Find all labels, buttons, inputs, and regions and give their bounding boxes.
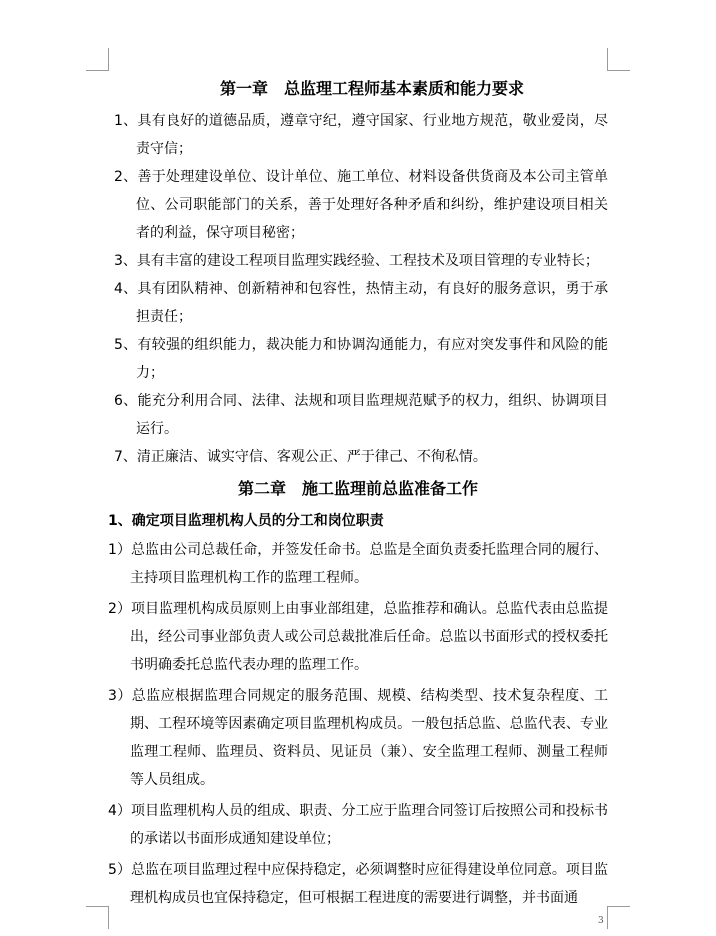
section-heading: 1、确定项目监理机构人员的分工和岗位职责 bbox=[108, 513, 384, 529]
page-number: 3 bbox=[598, 916, 604, 926]
chapter-1-label: 第一章 bbox=[219, 79, 268, 98]
chapter-2-item: 1）总监由公司总裁任命，并签发任命书。总监是全面负责委托监理合同的履行、主持项目监理机构工作的监理工程师。 bbox=[108, 542, 608, 586]
chapter-1-item: 6、能充分利用合同、法律、法规和项目监理规范赋予的权力，组织、协调项目运行。 bbox=[114, 393, 608, 437]
chapter-2-item: 4）项目监理机构人员的组成、职责、分工应于监理合同签订后按照公司和投标书的承诺以书面形成通知建设单位； bbox=[108, 803, 608, 847]
margin-mark-bottom-right bbox=[607, 906, 630, 929]
chapter-1-title bbox=[136, 72, 608, 106]
chapter-1-item: 7、清正廉洁、诚实守信、客观公正、严于律己、不徇私情。 bbox=[114, 449, 487, 465]
chapter-1-item: 1、具有良好的道德品质，遵章守纪，遵守国家、行业地方规范，敬业爱岗，尽责守信； bbox=[114, 113, 608, 157]
chapter-2-item: 2）项目监理机构成员原则上由事业部组建，总监推荐和确认。总监代表由总监提出，经公司事业部负责人或公司总裁批准后任命。总监以书面形式的授权委托书明确委托总监代表办理的监理工作。 bbox=[108, 601, 608, 673]
margin-mark-bottom-left bbox=[86, 906, 109, 929]
chapter-1-heading: 总监理工程师基本素质和能力要求 bbox=[284, 79, 525, 98]
chapter-1-item: 3、具有丰富的建设工程项目监理实践经验、工程技术及项目管理的专业特长； bbox=[114, 253, 599, 269]
chapter-1-item: 2、善于处理建设单位、设计单位、施工单位、材料设备供货商及本公司主管单位、公司职能部门的关系，善于处理好各种矛盾和纠纷，维护建设项目相关者的利益，保守项目秘密； bbox=[114, 169, 608, 241]
chapter-2-item: 3）总监应根据监理合同规定的服务范围、规模、结构类型、技术复杂程度、工期、工程环境等因素确定项目监理机构成员。一般包括总监、总监代表、专业监理工程师、监理员、资料员、见证员（兼）、安全监理工程师、测量工程师等人员组成。 bbox=[108, 688, 608, 788]
margin-mark-top-left bbox=[86, 48, 109, 71]
document-body bbox=[108, 72, 608, 912]
chapter-2-item: 5）总监在项目监理过程中应保持稳定，必须调整时应征得建设单位同意。项目监理机构成员也宜保持稳定，但可根据工程进度的需要进行调整，并书面通 bbox=[108, 862, 608, 906]
chapter-2-label: 第二章 bbox=[237, 479, 286, 498]
chapter-2-heading: 施工监理前总监准备工作 bbox=[302, 479, 479, 498]
margin-mark-top-right bbox=[607, 48, 630, 71]
chapter-1-item: 4、具有团队精神、创新精神和包容性，热情主动，有良好的服务意识，勇于承担责任； bbox=[114, 281, 608, 325]
chapter-1-item: 5、有较强的组织能力，裁决能力和协调沟通能力，有应对突发事件和风险的能力； bbox=[114, 337, 608, 381]
chapter-2-title bbox=[108, 472, 608, 506]
